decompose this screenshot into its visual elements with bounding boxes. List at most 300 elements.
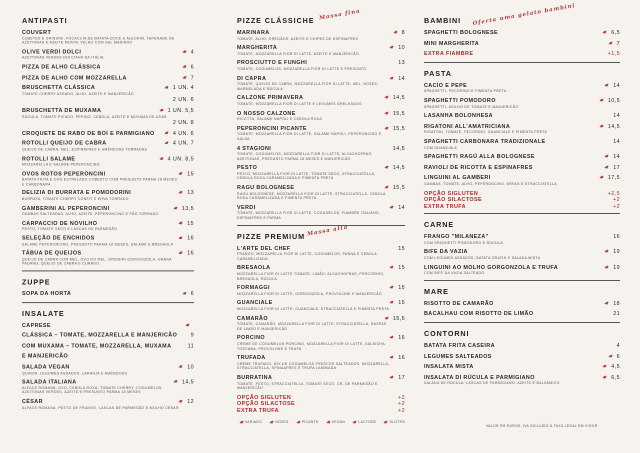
legend-item: [381, 420, 405, 424]
menu-item: [237, 60, 405, 71]
menu-item-row: [424, 124, 620, 131]
menu-item-row: [237, 335, 405, 342]
menu-item-description: GAMBAS, TOMATE, ALHO, PEPERONCINO, ERVAS E STRACCIATELLA: [424, 181, 557, 186]
menu-item-price: 2 UN. 8: [172, 120, 194, 126]
menu-item-name: MINI MARGHERITA: [424, 40, 480, 47]
menu-item-row: [22, 379, 194, 386]
menu-item-row: [424, 30, 620, 37]
menu-item: [424, 175, 620, 186]
menu-item-name: LEGUMES SALTEADOS: [424, 353, 492, 360]
menu-item: [237, 45, 405, 56]
menu-item-price: 13: [398, 60, 405, 67]
allergen-icon: [185, 322, 190, 326]
section-title-pizze-classiche: [237, 8, 405, 25]
menu-item-price: 15: [398, 265, 405, 272]
menu-item-description: MOZZARELLA FIOR DI LATTE, GORGONZOLA, PROVOLONE E MANJERICÃO: [237, 291, 382, 296]
menu-item-row: [424, 83, 620, 90]
menu-item-row: [237, 111, 405, 118]
menu-item-name: OLIVE VERDI DOLCI: [22, 49, 82, 56]
section-title-zuppe: [22, 277, 194, 286]
menu-item: [22, 206, 194, 217]
menu-item-description: MOZZARELLA E SALAME PEPERONCINO: [22, 162, 100, 167]
menu-item-price: 15,5: [392, 185, 405, 192]
menu-item-description: RÚCULA, TOMATE PICADO, PEPINO, CEBOLA, AZEITE E MUXAMA DE ATUM: [22, 114, 167, 119]
menu-item-description: TOMATE, ALHO, ORÉGÃOS, AZEITE E CHIPES DE ESPINAFRES: [237, 36, 359, 41]
menu-item-name: BRESAOLA: [237, 265, 271, 272]
menu-item: [424, 51, 620, 58]
extra-option-price: +2: [398, 407, 405, 414]
menu-item-price: 14,5: [392, 165, 405, 172]
menu-item-description: RICOTTA, SALAME NAPOLI E CEBOLA ROXA: [237, 117, 323, 122]
menu-item-name: INSALATA MISTA: [424, 364, 474, 371]
menu-item-description: PESTO, MOZZARELLA FIOR DI LATTE, TOMATE SECO, STRACCIATELLA, CEBOLA ROXA CARAMELIZADA E PIMENTA PRETA: [237, 171, 376, 181]
menu-item-price: 10: [187, 364, 194, 371]
menu-item-row: [22, 364, 194, 371]
section-divider: [424, 213, 620, 214]
menu-item: [424, 113, 620, 120]
menu-item-price: 4 UN. 7: [172, 141, 194, 147]
menu-item-price: 17,5: [607, 175, 620, 182]
menu-item-price: 15,5: [392, 110, 405, 117]
menu-item-row: [237, 300, 405, 307]
menu-item-price: 19: [613, 249, 620, 256]
menu-item-price: 10,5: [607, 97, 620, 104]
menu-item-row: [22, 399, 194, 406]
legend-item: [324, 420, 345, 424]
menu-item-row: [424, 98, 620, 105]
extra-option-name: OPÇÃO SIGLUTEN: [424, 190, 479, 197]
menu-item: [22, 291, 194, 298]
menu-item-name: DI CAPRA: [237, 75, 267, 82]
menu-item-description: COM BIFE DA VAZIA SALTEADO: [424, 271, 485, 276]
menu-item: [237, 30, 405, 41]
menu-item-row: [237, 165, 405, 172]
legend-label: NOZES: [275, 420, 289, 424]
menu-item-row: [237, 355, 405, 362]
menu-item: [22, 85, 194, 96]
menu-item-description: SPAGHETTI, PECORINO E PIMENTA PRETA: [424, 89, 507, 94]
extra-option-name: EXTRA TRUFA: [237, 407, 279, 414]
menu-item-row: [424, 301, 620, 308]
menu-item: [424, 364, 620, 371]
menu-item: [424, 375, 620, 386]
menu-item-row: [237, 146, 405, 153]
menu-item: [22, 131, 194, 138]
extra-option-price: +2,5: [607, 190, 620, 197]
menu-item-name: MARINARA: [237, 30, 270, 36]
menu-item-price: 16: [398, 335, 405, 342]
menu-item-row: [22, 343, 194, 350]
menu-item: [237, 335, 405, 351]
menu-item-name: L'ARTE DEL CHEF: [237, 245, 291, 252]
menu-item: [22, 30, 194, 46]
menu-item: [237, 126, 405, 142]
menu-item-row: [237, 95, 405, 102]
legend-label: VEGAN: [331, 420, 346, 424]
menu-item-description: TOMATE, COGUMELOS, MOZZARELLA FIOR DI LATTE, ALCACHOFRAS, AZEITONAS, PRESUNTO PARMA 18 MESES E MANJERICÃO: [237, 152, 373, 161]
section-title-insalate: [22, 309, 194, 318]
section-divider: [22, 302, 194, 303]
menu-item-row: [424, 249, 620, 256]
menu-item-row: [424, 364, 620, 371]
menu-item-row: [22, 354, 194, 361]
menu-item-name: BRUSCHETTA DE MUXAMA: [22, 107, 102, 114]
menu-item: [424, 30, 620, 37]
menu-item: [22, 251, 194, 267]
menu-item-price: 21: [613, 311, 620, 318]
menu-item-name: TRUFADA: [237, 355, 266, 362]
legend-icon: [239, 420, 244, 424]
menu-item-row: [424, 265, 620, 272]
menu-item-price: 15,5: [392, 125, 405, 132]
section-divider: [22, 270, 194, 271]
menu-item: [424, 98, 620, 109]
legend-item: [350, 420, 376, 424]
middle-column: [237, 8, 405, 414]
section-title-text: MARE: [424, 286, 449, 296]
extra-option-row: [424, 204, 620, 211]
menu-item-description: BURRATA, TOMATE CHERRY CONFIT E ERVA TORRADO: [22, 197, 129, 202]
menu-item-price: 4: [190, 49, 194, 56]
menu-item: [237, 205, 405, 221]
allergen-legend: [237, 420, 405, 424]
menu-item-row: [237, 246, 405, 253]
section-title-antipasti: [22, 16, 194, 25]
extra-option-name: EXTRA TRUFA: [424, 203, 466, 210]
legend-icon: [296, 420, 301, 424]
menu-item-row: [22, 98, 194, 105]
menu-item-name: TÁBUA DE QUEIJOS: [22, 250, 82, 257]
menu-item-description: TOMATE CHERRY ASSADO, ALHO, AZEITE E MANJERICÃO: [22, 91, 134, 96]
menu-item-name: LASANHA BOLONHESA: [424, 113, 493, 120]
menu-item-description: COM SPAGHETTI POMODORO E RÚCULA: [424, 240, 503, 245]
menu-item: [22, 333, 194, 340]
menu-item-price: 14: [398, 204, 405, 211]
menu-item-price: 14: [613, 138, 620, 145]
menu-item-name: CAPRESE: [22, 322, 51, 329]
menu-item-price: 6: [190, 291, 194, 298]
menu-item-description: TOMATE, PESTO, STRACCIATELLA, TOMATE SECO, CR. DE PARMESÃO E MANJERICÃO: [237, 381, 378, 391]
menu-item-row: [424, 113, 620, 120]
menu-item-name: GUANCIALE: [237, 300, 273, 307]
menu-item-name: COUVERT: [22, 29, 52, 36]
menu-item: [424, 165, 620, 172]
section-title-text: PASTA: [424, 68, 452, 78]
menu-item-price: 15: [398, 285, 405, 292]
menu-item: [424, 41, 620, 48]
menu-item-price: 17: [613, 164, 620, 171]
menu-item-row: [22, 131, 194, 138]
legend-label: GLÚTEN: [389, 420, 405, 424]
menu-item-row: [237, 185, 405, 192]
menu-item-description: MOZZARELLA FIOR DI LATTE, GUANCIALE, STRACCIATELLA E PIMENTA PRETA: [237, 306, 390, 311]
menu-item-name: SPAGHETTI RAGÚ ALLA BOLOGNESE: [424, 154, 535, 161]
menu-item-name: CAMARÃO: [237, 315, 268, 322]
section-title-text: PIZZE CLÁSSICHE: [237, 16, 315, 25]
menu-item-price: 8: [401, 30, 405, 36]
menu-item-name: PESTO: [237, 165, 258, 172]
section-title-carne: [424, 220, 620, 229]
section-title-text: INSALATE: [22, 308, 65, 318]
menu-item-description: ALFACE ROMANA, OVO, CEBOLA ROXA, TOMATE CHERRY, COGUMELOS, AZEITONAS VERDES, AZEITE E PRESUNTO PARMA 18 MESES: [22, 385, 163, 395]
menu-item-row: [22, 108, 194, 115]
menu-item: [22, 221, 194, 232]
menu-item-name: RAVIOLI DE RICOTTA E ESPINAFRES: [424, 164, 533, 171]
menu-item-price: 16: [613, 234, 620, 241]
menu-item-row: [424, 343, 620, 350]
menu-item-description: TOMATE, MOZZARELLA FIOR DI LATTE, COGUMELOS, FIAMBRE ITALIANO, ESPINAFRES E PARMA: [237, 211, 381, 221]
menu-item-description: FRANGO, MOZZARELLA FIOR DI LATTE, COGUMELOS, PANNA E CEBOLA CARAMELIZADA: [237, 252, 377, 261]
menu-item-name: SOPA DA HORTA: [22, 291, 72, 298]
menu-item-name: SALADA ITALIANA: [22, 379, 77, 386]
menu-item: [424, 301, 620, 308]
menu-item-description: TOMATE, QUEIJO DE CABRA, MOZZARELLA FIOR DI LATTE, MEL, NOZES, MARMELADA E RÚCULA: [237, 82, 379, 91]
menu-item: [22, 379, 194, 395]
menu-item-name: CARPACCIO DE NOVILHO: [22, 220, 98, 227]
menu-item-price: 16: [187, 235, 194, 242]
menu-item-name: PORCINO: [237, 335, 265, 342]
section-title-text: CONTORNI: [424, 329, 470, 339]
menu-item-row: [237, 285, 405, 292]
right-column: [424, 3, 620, 390]
extra-option: [424, 204, 620, 211]
extra-option: [237, 401, 405, 408]
menu-item-price: 1 UN. 5,5: [167, 107, 194, 114]
menu-item-price: 7: [616, 40, 620, 47]
menu-item: [424, 311, 620, 318]
menu-item: [22, 141, 194, 152]
menu-item: [22, 364, 194, 375]
menu-item: [22, 49, 194, 60]
menu-item: [424, 124, 620, 135]
menu-item-name: O NOSSO CALZONE: [237, 110, 296, 117]
menu-item-name: ROTOLLI SALAME: [22, 156, 76, 163]
menu-item-name: CACIO E PEPE: [424, 82, 468, 89]
extra-option-name: OPÇÃO SILACTOSE: [237, 401, 296, 408]
menu-item-row: [22, 333, 194, 340]
menu-item-price: 4: [616, 343, 620, 350]
legend-icon: [352, 420, 357, 424]
menu-item: [22, 399, 194, 410]
menu-item: [424, 234, 620, 245]
menu-item-name: LINGUINI AL GAMBERI: [424, 175, 491, 182]
extra-option: [237, 408, 405, 415]
section-title-text: ZUPPE: [22, 277, 51, 287]
price-footnote: VALOR EM EUROS, IVA INCLUÍDO À TAXA LEGAL EM VIGOR: [486, 424, 598, 428]
menu-item-name: BACALHAU COM RISOTTO DE LIMÃO: [424, 311, 534, 318]
legend-label: PICANTE: [301, 420, 319, 424]
menu-item-description: RIGATONI, TOMATE, PECORINO, GUANCIALE E PIMENTA PRETA: [424, 130, 548, 135]
extra-option-row: [237, 401, 405, 408]
menu-item-price: 14,5: [392, 95, 405, 102]
legend-label: VARIADO: [245, 420, 263, 424]
menu-item-description: TOMATE, MOZZARELLA FIOR DI LATTE, AZEITE E MANJERICÃO: [237, 51, 359, 56]
menu-item-description: RAGU BOLOGNESE, MOZZARELLA FIOR DI LATTE, STRACCIATELLA, CEBOLA ROXA CARAMELIZADA E PIMENTA PRETA: [237, 191, 386, 201]
menu-item-price: 1 UN. 4: [172, 85, 194, 92]
section-title-pizze-premium: [237, 224, 405, 241]
menu-item: [237, 185, 405, 201]
menu-item-price: 6: [616, 353, 620, 360]
menu-item-price: 12: [187, 399, 194, 405]
extra-option-price: +2: [613, 203, 620, 210]
menu-item-row: [424, 354, 620, 361]
extra-option-row: [424, 197, 620, 204]
menu-item-row: [424, 311, 620, 318]
menu-item-price: 16: [187, 250, 194, 257]
menu-item-description: SPAGHETTI, MOLHO DE TOMATE E MANJERICÃO: [424, 104, 519, 109]
menu-item-name: FORMAGGI: [237, 285, 270, 292]
menu-item-name: GAMBERINI AL PEPERONCINI: [22, 205, 110, 212]
section-title-contorni: [424, 329, 620, 338]
menu-item: [424, 139, 620, 150]
menu-item-price: 9: [190, 332, 194, 339]
menu-item-row: [237, 30, 405, 37]
extra-option-row: [237, 408, 405, 415]
menu-item-name: BRUSCHETTA CLÁSSICA: [22, 85, 96, 92]
legend-icon: [326, 420, 331, 424]
menu-item-row: [22, 322, 194, 329]
extra-option-name: OPÇÃO SIGLUTEN: [237, 394, 292, 401]
menu-item-description: GAMBAS SALTEADAS, ALHO, AZEITE, PEPERONCINO E PÃO TORRADO: [22, 212, 159, 217]
menu-item-price: 11: [187, 343, 194, 350]
menu-item-description: QUEIJO DE CABRA, MEL, ESPINAFRES E AMÊNDOAS TORRADAS: [22, 147, 148, 152]
menu-item-name: SPAGHETTI BOLOGNESE: [424, 30, 498, 36]
menu-item-price: 15: [187, 171, 194, 178]
menu-item-name: SPAGHETTI POMODORO: [424, 97, 496, 104]
menu-item-description: TOMATE, MOZZARELLA FIOR DI LATTE, SALAME NAPOLI, PEPERONCINO E SALSA: [237, 132, 382, 141]
menu-item-price: 2 UN. 6: [172, 97, 194, 104]
section-title-text: ANTIPASTI: [22, 15, 68, 25]
menu-item: [22, 156, 194, 167]
section-divider: [237, 225, 405, 226]
handwritten-note: Oferta uma gelato bambini: [472, 3, 576, 27]
menu-item-description: SALADA DE RÚCULA, LASCAS DE PARMIGIANO, AZEITE E BALSÂMICO: [424, 381, 560, 386]
menu-item-price: 17: [398, 374, 405, 381]
menu-item: [424, 249, 620, 260]
menu-item-price: 15: [187, 220, 194, 227]
menu-item-price: 14: [613, 154, 620, 161]
menu-item-price: 10: [398, 45, 405, 52]
menu-item-name: SELEÇÃO DE ENCHIDOS: [22, 235, 95, 242]
menu-item: [237, 285, 405, 296]
menu-item: [237, 355, 405, 371]
extra-option-name: OPÇÃO SILACTOSE: [424, 197, 483, 204]
handwritten-note: Massa fina: [318, 8, 361, 22]
legend-item: [294, 420, 319, 424]
menu-item-name: E MANJERICÃO: [22, 353, 69, 360]
menu-item-row: [237, 265, 405, 272]
menu-item-name: SALADA VEGAN: [22, 364, 70, 371]
menu-item-price: 13: [187, 190, 194, 197]
menu-item-name: COM MUXAMA – TOMATE, MOZZARELLA, MUXAMA: [22, 343, 172, 350]
left-column: [22, 14, 194, 414]
menu-item-description: TOMATE, MOZZARELLA FIOR DI LATTE E LEGUMES GRELHADOS: [237, 101, 362, 106]
legend-label: LACTOSE: [358, 420, 377, 424]
menu-item-row: [237, 205, 405, 212]
menu-item-name: MARGHERITA: [237, 45, 278, 52]
menu-item: [22, 64, 194, 71]
menu-item: [237, 246, 405, 262]
menu-item-row: [237, 76, 405, 83]
menu-item-row: [424, 139, 620, 146]
menu-item: [237, 111, 405, 122]
menu-item-price: 15,5: [392, 315, 405, 322]
menu-item-row: [237, 126, 405, 133]
menu-item-price: 19: [613, 264, 620, 271]
menu-item: [237, 76, 405, 92]
menu-item-row: [424, 41, 620, 48]
menu-item-price: 14,5: [181, 379, 194, 386]
menu-item-price: 15: [398, 300, 405, 307]
menu-item: [237, 265, 405, 281]
menu-item-name: CLÁSSICA – TOMATE, MOZZARELLA E MANJERICÃO: [22, 332, 178, 339]
menu-item-price: +1,5: [607, 51, 620, 58]
menu-item-name: RIGATONI ALL'AMATRICIANA: [424, 123, 511, 130]
menu-item: [424, 343, 620, 350]
menu-item-description: PESTO, TOMATE SECO E LASCAS DE PARMESÃO: [22, 227, 118, 232]
section-title-text: PIZZE PREMIUM: [237, 231, 306, 241]
menu-item-description: COM GUANCIALE: [424, 145, 458, 150]
menu-item-price: 13,5: [181, 205, 194, 212]
menu-item-description: AZEITONAS VERDES DOLCIANA DA ITÁLIA: [22, 55, 104, 60]
menu-item: [237, 375, 405, 391]
menu-item: [22, 75, 194, 82]
menu-item: [237, 300, 405, 311]
menu-item-price: 18: [613, 300, 620, 307]
menu-item-row: [22, 75, 194, 82]
menu-item-price: 14,5: [392, 145, 405, 152]
menu-item: [424, 83, 620, 94]
menu-item-price: 6: [190, 64, 194, 71]
menu-item-name: VERDI: [237, 204, 256, 211]
legend-icon: [269, 420, 274, 424]
menu-item-name: DELIZIA DI BURRATA E POMODORINI: [22, 190, 132, 197]
menu-item-price: 6,5: [611, 374, 620, 381]
menu-item-name: 4 STAGIONI: [237, 145, 272, 152]
menu-item-row: [424, 154, 620, 161]
menu-item-description: SALAME PEPERONCINO, PRESUNTO PARMA 18 MESES, SALAME E BRESAOLA: [22, 242, 174, 247]
menu-item-row: [22, 64, 194, 71]
menu-item-row: [237, 60, 405, 67]
menu-item-name: INSALATA DI RÚCULA E PARMIGIANO: [424, 374, 535, 381]
menu-item: [237, 165, 405, 181]
menu-item-row: [237, 375, 405, 382]
menu-item: [424, 265, 620, 276]
menu-item-price: 4 UN. 6: [172, 130, 194, 137]
extra-option-price: +2: [613, 197, 620, 204]
section-title-mare: [424, 287, 620, 296]
menu-item-description: CREME DE COGUMELOS PORCINO, MOZZARELLA FIOR DI LATTE, SALSICHA TOSCANA, PROVOLONE E TRUFA: [237, 341, 385, 351]
menu-item-price: 4,5: [611, 364, 620, 371]
menu-item-row: [22, 30, 194, 37]
menu-item: [22, 236, 194, 247]
extra-option-price: +2: [398, 394, 405, 401]
menu-item-name: PEPERONCINI PICANTE: [237, 125, 307, 132]
menu-item-row: [424, 375, 620, 382]
menu-item-name: FRANGO "MILANEZA": [424, 234, 489, 241]
section-title-pasta: [424, 69, 620, 78]
menu-item-name: OVOS ROTOS PEPERONCINI: [22, 171, 106, 178]
menu-item-name: ROTOLLI QUEIJO DE CABRA: [22, 141, 107, 147]
menu-item-row: [22, 85, 194, 92]
legend-item: [267, 420, 288, 424]
menu-item-name: LINGUINI AO MOLHO GORGONZOLA E TRUFA: [424, 264, 559, 271]
menu-item-name: BATATA FRITA CASEIRA: [424, 343, 495, 350]
menu-item-name: CROQUETE DE RABO DE BOI E PARMIGIANO: [22, 130, 155, 137]
menu-item: [22, 191, 194, 202]
menu-item-price: 14,5: [607, 123, 620, 130]
menu-item: [424, 154, 620, 161]
